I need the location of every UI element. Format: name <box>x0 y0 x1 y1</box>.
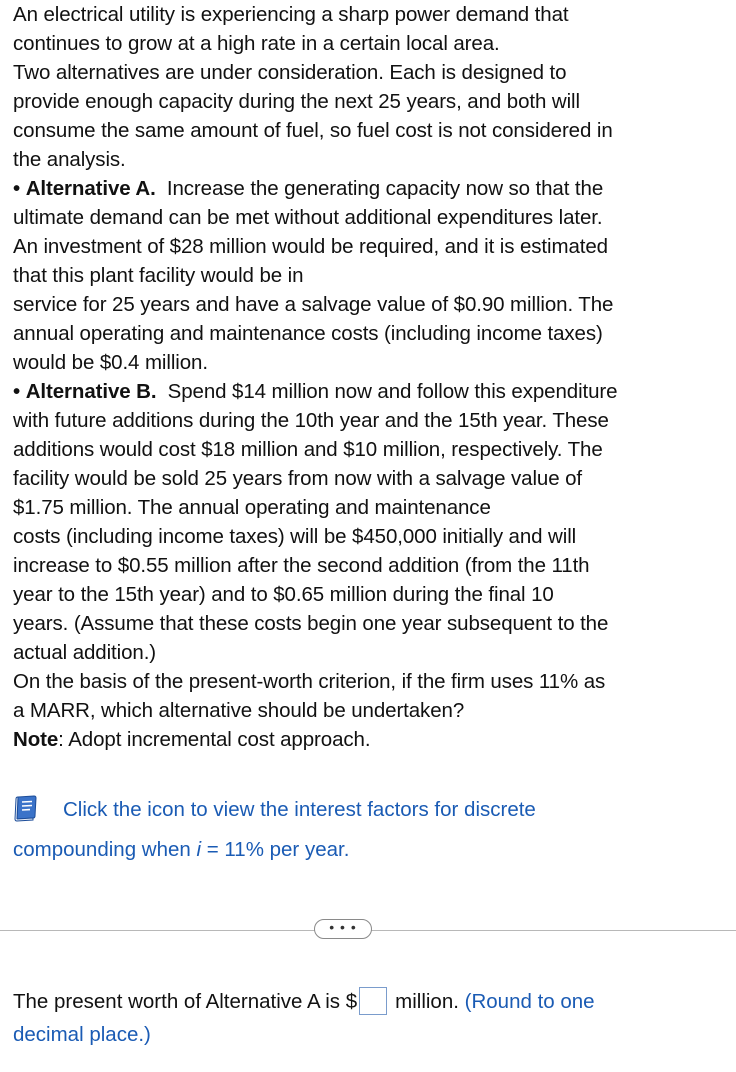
interest-factors-link <box>13 790 713 870</box>
rounding-hint: (Round to one <box>464 990 595 1013</box>
problem-line: Two alternatives are under consideration. Each is designed to <box>13 61 567 84</box>
problem-line: $1.75 million. The annual operating and maintenance <box>13 496 491 519</box>
alternative-b-label: Alternative B. <box>25 380 157 403</box>
link-text-suffix: = 11% per year. <box>201 838 350 861</box>
answer-input[interactable] <box>359 987 387 1015</box>
interest-factors-link-text[interactable]: Click the icon to view the interest factors for discrete <box>63 798 536 821</box>
interest-factors-line-2[interactable] <box>13 830 713 870</box>
answer-section <box>13 985 728 1051</box>
answer-prefix: The present worth of Alternative A is $ <box>13 990 358 1013</box>
note-label: Note <box>13 728 59 751</box>
question-line: On the basis of the present-worth criterion, if the firm uses 11% as <box>13 670 606 693</box>
note-text: : Adopt incremental cost approach. <box>58 728 371 751</box>
problem-line: provide enough capacity during the next 25 years, and both will <box>13 90 580 113</box>
note <box>13 725 731 754</box>
problem-line: with future additions during the 10th year and the 15th year. These <box>13 409 609 432</box>
alternative-a-text: Increase the generating capacity now so that the <box>166 177 604 200</box>
rounding-hint-cont: decimal place.) <box>13 1023 151 1046</box>
problem-line: that this plant facility would be in <box>13 264 304 287</box>
bullet: • <box>13 380 21 403</box>
more-button[interactable]: • • • <box>314 919 372 939</box>
problem-line: additions would cost $18 million and $10 million, respectively. The <box>13 438 603 461</box>
interest-factors-line-1 <box>13 790 713 830</box>
problem-line: An electrical utility is experiencing a sharp power demand that <box>13 3 569 26</box>
problem-line: years. (Assume that these costs begin one year subsequent to the <box>13 612 609 635</box>
bullet: • <box>13 177 21 200</box>
problem-statement <box>13 0 731 754</box>
problem-line: An investment of $28 million would be required, and it is estimated <box>13 235 608 258</box>
problem-line: facility would be sold 25 years from now with a salvage value of <box>13 467 583 490</box>
alternative-b-text: Spend $14 million now and follow this expenditure <box>167 380 618 403</box>
problem-line: service for 25 years and have a salvage value of $0.90 million. The <box>13 293 614 316</box>
book-icon[interactable] <box>13 794 39 822</box>
alternative-a-label: Alternative A. <box>25 177 156 200</box>
problem-line: continues to grow at a high rate in a certain local area. <box>13 32 500 55</box>
link-text-prefix: compounding when <box>13 838 197 861</box>
answer-unit: million. <box>395 990 459 1013</box>
alternative-a-heading <box>13 174 731 203</box>
problem-line: annual operating and maintenance costs (including income taxes) <box>13 322 603 345</box>
answer-line-1 <box>13 985 728 1018</box>
problem-line: costs (including income taxes) will be $450,000 initially and will <box>13 525 577 548</box>
problem-line: ultimate demand can be met without additional expenditures later. <box>13 206 603 229</box>
problem-line: year to the 15th year) and to $0.65 million during the final 10 <box>13 583 554 606</box>
problem-line: would be $0.4 million. <box>13 351 208 374</box>
problem-line: increase to $0.55 million after the second addition (from the 11th <box>13 554 590 577</box>
question-line: a MARR, which alternative should be undertaken? <box>13 699 465 722</box>
problem-line: the analysis. <box>13 148 126 171</box>
interest-variable: i <box>196 838 202 861</box>
alternative-b-heading <box>13 377 731 406</box>
problem-line: actual addition.) <box>13 641 157 664</box>
problem-line: consume the same amount of fuel, so fuel cost is not considered in <box>13 119 613 142</box>
